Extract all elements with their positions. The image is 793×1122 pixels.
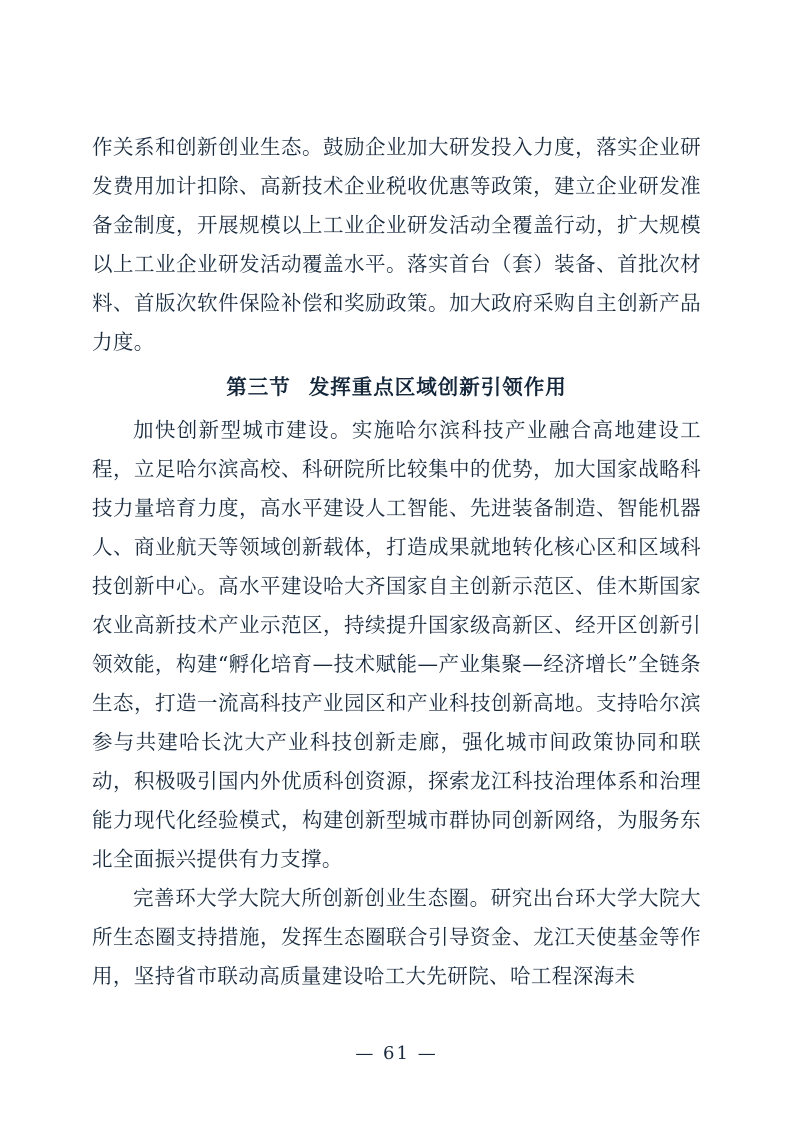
document-body (92, 128, 701, 996)
section-heading-number: 第三节 (226, 375, 291, 399)
paragraph-university-ecosystem: 完善环大学大院大所创新创业生态圈。研究出台环大学大院大所生态圈支持措施，发挥生态圈联合引导资金、龙江天使基金等作用，坚持省市联动高质量建设哈工大先研院、哈工程深海未 (92, 886, 701, 988)
paragraph-innovative-city: 加快创新型城市建设。实施哈尔滨科技产业融合高地建设工程，立足哈尔滨高校、科研院所比较集中的优势，加大国家战略科技力量培育力度，高水平建设人工智能、先进装备制造、智能机器人、商业航天等领域创新载体，打造成果就地转化核心区和区域科技创新中心。高水平建设哈大齐国家自主创新示范区、佳木斯国家农业高新技术产业示范区，持续提升国家级高新区、经开区创新引领效能，构建“孵化培育—技术赋能—产业集聚—经济增长”全链条生态，打造一流高科技产业园区和产业科技创新高地。支持哈尔滨参与共建哈长沈大产业科技创新走廊，强化城市间政策协同和联动，积极吸引国内外优质科创资源，探索龙江科技治理体系和治理能力现代化经验模式，构建创新型城市群协同创新网络，为服务东北全面振兴提供有力支撑。 (92, 418, 701, 871)
paragraph-continued-enterprise-rd: 作关系和创新创业生态。鼓励企业加大研发投入力度，落实企业研发费用加计扣除、高新技术企业税收优惠等政策，建立企业研发准备金制度，开展规模以上工业企业研发活动全覆盖行动，扩大规模以上工业企业研发活动覆盖水平。落实首台（套）装备、首批次材料、首版次软件保险补偿和奖励政策。加大政府采购自主创新产品力度。 (92, 135, 701, 354)
page-number-left-dash: — (355, 1043, 376, 1064)
page-number-footer (0, 1043, 793, 1064)
section-heading-title: 发挥重点区域创新引领作用 (308, 375, 567, 399)
section-heading (92, 368, 701, 407)
page-number-right-dash: — (417, 1043, 438, 1064)
page-number-value: 61 (383, 1043, 410, 1064)
